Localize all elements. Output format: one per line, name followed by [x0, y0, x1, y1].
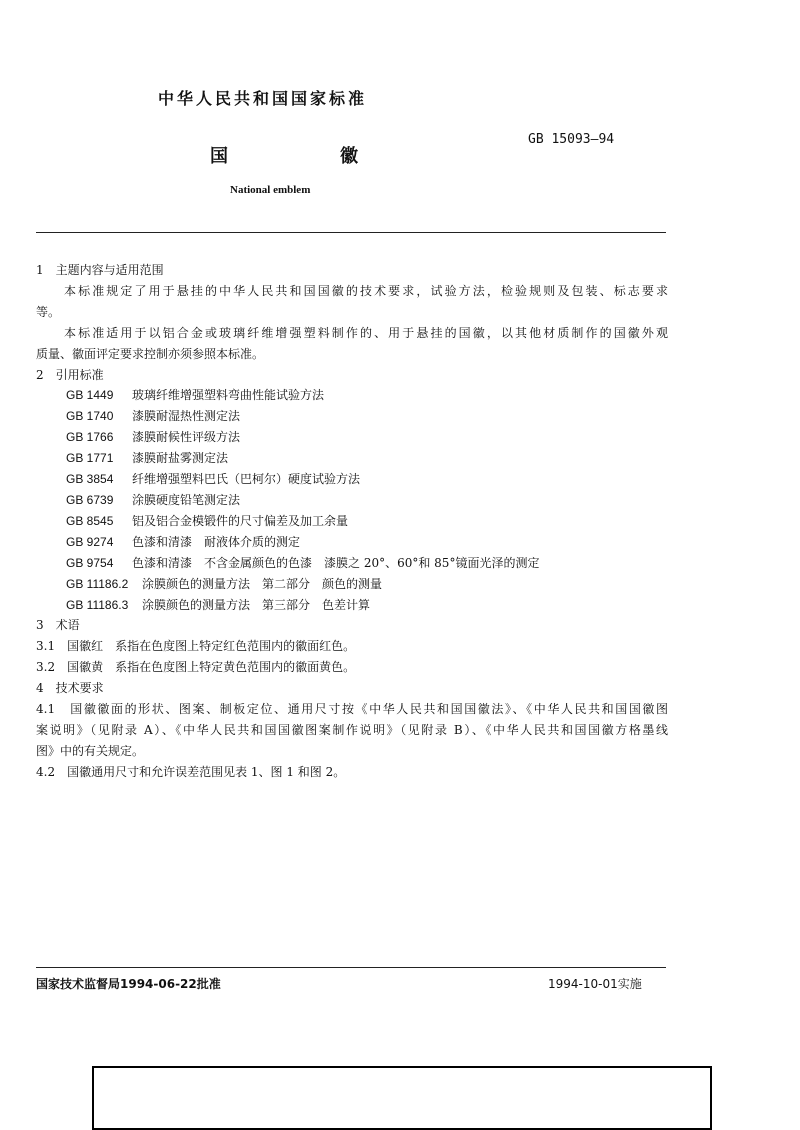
- section-1-paragraph-2-line-2: 质量、徽面评定要求控制亦须参照本标准。: [36, 346, 265, 361]
- reference-code: GB 1766: [66, 430, 114, 445]
- reference-item: [36, 448, 668, 469]
- section-1-paragraph-1-line-1: 本标准规定了用于悬挂的中华人民共和国国徽的技术要求，试验方法，检验规则及包装、标志要求: [64, 283, 668, 298]
- approval-date: 国家技术监督局1994-06-22批准: [36, 977, 221, 991]
- standard-code: GB 15093—94: [528, 132, 615, 147]
- section-1-paragraph-1-line-2: 等。: [36, 304, 61, 319]
- reference-name: 涂膜硬度铅笔测定法: [132, 492, 241, 507]
- term-3-1: 3.1 国徽红 系指在色度图上特定红色范围内的徽面红色。: [36, 639, 356, 654]
- page-border-box: [92, 1066, 712, 1130]
- reference-item: [36, 385, 668, 406]
- reference-code: GB 9274: [66, 534, 114, 549]
- reference-code: GB 3854: [66, 472, 114, 487]
- title-part-1: 国: [210, 146, 228, 167]
- reference-name: 纤维增强塑料巴氏（巴柯尔）硬度试验方法: [132, 472, 361, 487]
- reference-name: 漆膜耐盐雾测定法: [132, 451, 229, 466]
- reference-item: [36, 595, 668, 616]
- title-part-2: 徽: [340, 146, 358, 167]
- reference-item: [36, 532, 668, 553]
- clause-4-1-line-2: 案说明》（见附录 A）、《中华人民共和国国徽图案制作说明》（见附录 B）、《中华人民共和国国徽方格墨线: [36, 722, 668, 737]
- reference-item: [36, 511, 668, 532]
- reference-code: GB 9754: [66, 555, 114, 570]
- section-4-title: 4 技术要求: [36, 681, 104, 696]
- reference-code: GB 11186.2: [66, 576, 129, 591]
- document-body: [36, 260, 668, 783]
- reference-code: GB 11186.3: [66, 597, 129, 612]
- reference-name: 铝及铝合金模锻件的尺寸偏差及加工余量: [132, 513, 349, 528]
- reference-code: GB 1740: [66, 409, 114, 424]
- clause-4-2: 4.2 国徽通用尺寸和允许误差范围见表 1、图 1 和图 2。: [36, 764, 346, 779]
- footer-divider: [36, 967, 666, 968]
- reference-item: [36, 490, 668, 511]
- section-2-title: 2 引用标准: [36, 367, 104, 382]
- header-divider: [36, 232, 666, 233]
- section-1-title: 1 主题内容与适用范围: [36, 263, 164, 277]
- term-3-2: 3.2 国徽黄 系指在色度图上特定黄色范围内的徽面黄色。: [36, 660, 356, 675]
- reference-code: GB 6739: [66, 492, 114, 507]
- reference-item: [36, 574, 668, 595]
- english-subtitle: National emblem: [230, 184, 311, 196]
- reference-name: 玻璃纤维增强塑料弯曲性能试验方法: [132, 388, 325, 403]
- reference-name: 色漆和清漆 耐液体介质的测定: [132, 534, 301, 549]
- reference-name: 漆膜耐候性评级方法: [132, 430, 241, 445]
- reference-name: 色漆和清漆 不含金属颜色的色漆 漆膜之 20°、60°和 85°镜面光泽的测定: [132, 555, 540, 570]
- reference-name: 涂膜颜色的测量方法 第二部分 颜色的测量: [142, 576, 383, 591]
- country-standard-heading: 中华人民共和国国家标准: [158, 89, 368, 108]
- section-1-paragraph-2-line-1: 本标准适用于以铝合金或玻璃纤维增强塑料制作的、用于悬挂的国徽，以其他材质制作的国徽外观: [64, 325, 668, 340]
- reference-item: [36, 427, 668, 448]
- reference-item: [36, 553, 668, 574]
- reference-code: GB 1771: [66, 451, 114, 466]
- section-3-title: 3 术语: [36, 618, 80, 633]
- effective-date: 1994-10-01实施: [548, 977, 642, 991]
- clause-4-1-line-3: 图》中的有关规定。: [36, 743, 145, 758]
- reference-name: 涂膜颜色的测量方法 第三部分 色差计算: [142, 597, 371, 612]
- reference-item: [36, 469, 668, 490]
- reference-code: GB 1449: [66, 388, 114, 403]
- clause-4-1-line-1: 4.1 国徽徽面的形状、图案、制板定位、通用尺寸按《中华人民共和国国徽法》、《中华人民共和国国徽图: [36, 702, 668, 717]
- reference-name: 漆膜耐湿热性测定法: [132, 409, 241, 424]
- reference-code: GB 8545: [66, 513, 114, 528]
- reference-item: [36, 406, 668, 427]
